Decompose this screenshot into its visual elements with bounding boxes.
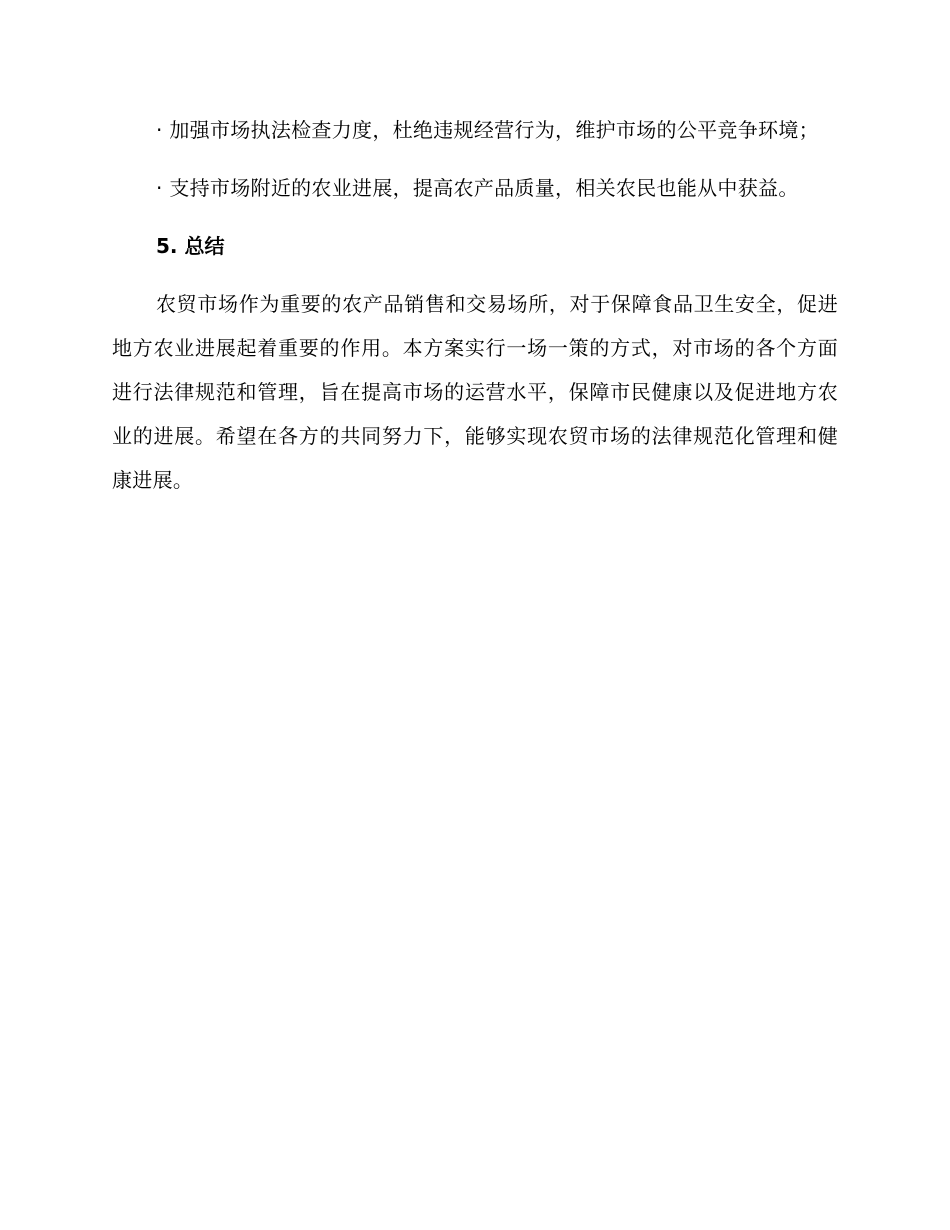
section-heading-summary: 5. 总结 [156, 234, 225, 258]
bullet-agriculture-support: · 支持市场附近的农业进展，提高农产品质量，相关农民也能从中获益。 [156, 176, 799, 200]
bullet-law-enforcement: · 加强市场执法检查力度，杜绝违规经营行为，维护市场的公平竞争环境； [156, 118, 819, 142]
summary-paragraph: 农贸市场作为重要的农产品销售和交易场所，对于保障食品卫生安全，促进地方农业进展起着重要的作用。本方案实行一场一策的方式，对市场的各个方面进行法律规范和管理，旨在提高市场的运营水平，保障市民健康以及促进地方农业的进展。希望在各方的共同努力下，能够实现农贸市场的法律规范化管理和健康进展。 [112, 292, 838, 492]
